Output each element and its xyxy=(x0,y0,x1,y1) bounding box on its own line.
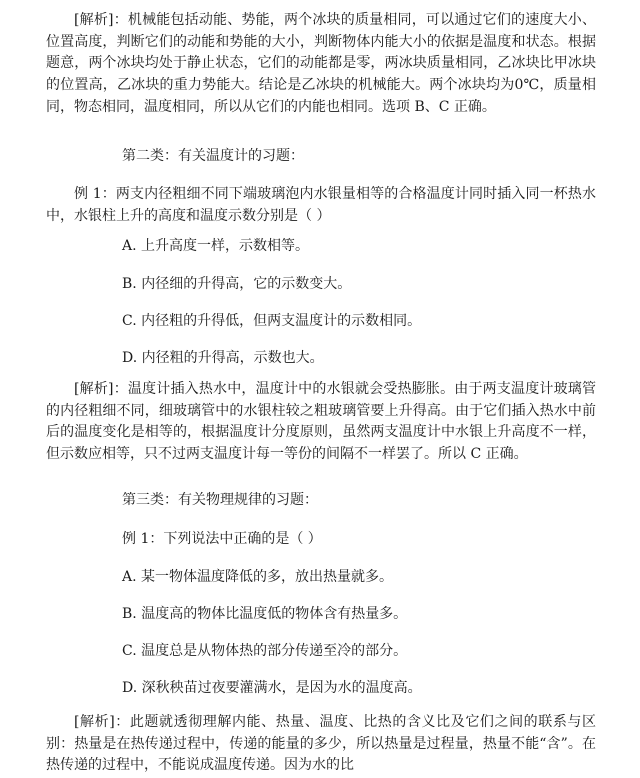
option-b-thermometer: B. 内径细的升得高，它的示数变大。 xyxy=(122,276,352,292)
option-d-thermometer: D. 内径粗的升得高，示数也大。 xyxy=(122,350,324,366)
option-b-physics-laws: B. 温度高的物体比温度低的物体含有热量多。 xyxy=(122,606,408,622)
option-a-physics-laws: A. 某一物体温度降低的多，放出热量就多。 xyxy=(122,569,394,585)
example-question-physics-laws: 例 1：下列说法中正确的是（ ） xyxy=(122,531,322,547)
option-a-thermometer: A. 上升高度一样，示数相等。 xyxy=(122,238,310,254)
option-d-physics-laws: D. 深秋秧苗过夜要灌满水，是因为水的温度高。 xyxy=(122,680,422,696)
option-c-thermometer: C. 内径粗的升得低，但两支温度计的示数相同。 xyxy=(122,313,422,329)
example-question-thermometer: 例 1：两支内径粗细不同下端玻璃泡内水银量相等的合格温度计同时插入同一杯热水中，水银柱上升的高度和温度示数分别是（ ） xyxy=(46,186,596,224)
option-c-physics-laws: C. 温度总是从物体热的部分传递至冷的部分。 xyxy=(122,643,408,659)
section-title-thermometer: 第二类：有关温度计的习题： xyxy=(122,148,304,164)
analysis-paragraph-3: [解析]：此题就透彻理解内能、热量、温度、比热的含义比及它们之间的联系与区别：热量是在热传递过程中，传递的能量的多少，所以热量是过程量，热量不能“含”。在热传递的过程中，不能说成温度传递。因为水的比 xyxy=(46,714,596,774)
analysis-paragraph-1: [解析]：机械能包括动能、势能，两个冰块的质量相同，可以通过它们的速度大小、位置高度，判断它们的动能和势能的大小，判断物体内能大小的依据是温度和状态。根据题意，两个冰块均处于静止状态，它们的动能都是零，两冰块质量相同，乙冰块比甲冰块的位置高，乙冰块的重力势能大。结论是乙冰块的机械能大。两个冰块均为0℃，质量相同，物态相同，温度相同，所以从它们的内能也相同。选项 B、C 正确。 xyxy=(46,12,596,115)
analysis-paragraph-2: [解析]：温度计插入热水中，温度计中的水银就会受热膨胀。由于两支温度计玻璃管的内径粗细不同，细玻璃管中的水银柱较之粗玻璃管要上升得高。由于它们插入热水中前后的温度变化是相等的，根据温度计分度原则，虽然两支温度计中水银上升高度不一样，但示数应相等，只不过两支温度计每一等份的间隔不一样罢了。所以 C 正确。 xyxy=(46,381,596,463)
section-title-physics-laws: 第三类：有关物理规律的习题： xyxy=(122,492,318,508)
